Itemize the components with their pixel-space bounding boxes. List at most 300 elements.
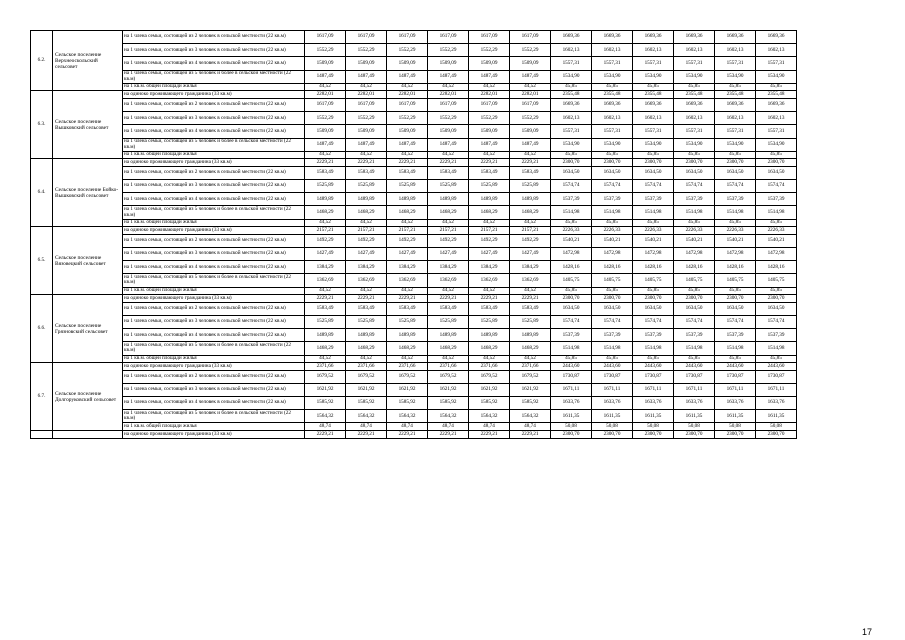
value-cell: 44,52 bbox=[346, 219, 387, 227]
value-cell: 2226,33 bbox=[715, 227, 756, 235]
value-cell: 45,85 bbox=[551, 151, 592, 159]
value-cell: 1525,89 bbox=[428, 315, 469, 328]
table-row bbox=[31, 166, 797, 179]
value-cell: 44,52 bbox=[428, 287, 469, 295]
value-cell: 2355,48 bbox=[592, 91, 633, 99]
value-cell: 1487,49 bbox=[387, 70, 428, 83]
value-cell: 1621,92 bbox=[510, 383, 551, 396]
value-cell: 2229,21 bbox=[387, 159, 428, 167]
value-cell: 1534,90 bbox=[715, 138, 756, 151]
settlement-name: Сельское поселение Бойко-Вышковский сельсовет bbox=[53, 159, 123, 227]
value-cell: 50,08 bbox=[551, 423, 592, 431]
value-cell: 1633,76 bbox=[715, 397, 756, 410]
value-cell: 48,74 bbox=[428, 423, 469, 431]
table-row bbox=[31, 342, 797, 355]
value-cell: 1537,39 bbox=[715, 193, 756, 206]
value-cell: 2157,21 bbox=[428, 227, 469, 235]
value-cell: 1583,49 bbox=[387, 302, 428, 315]
value-cell: 1362,69 bbox=[305, 274, 346, 287]
value-cell: 1617,09 bbox=[469, 31, 510, 44]
value-cell: 1509,09 bbox=[346, 125, 387, 138]
table-row bbox=[31, 302, 797, 315]
value-cell: 2229,21 bbox=[510, 159, 551, 167]
category-label: на 1 члена семьи, состоящей из 2 человек в сельской местности (22 кв.м) bbox=[123, 31, 305, 44]
value-cell: 1540,21 bbox=[756, 234, 797, 247]
value-cell: 1730,87 bbox=[756, 370, 797, 383]
value-cell: 2300,70 bbox=[674, 431, 715, 439]
value-cell: 1634,50 bbox=[551, 166, 592, 179]
value-cell: 1489,89 bbox=[305, 329, 346, 342]
value-cell: 2226,33 bbox=[756, 227, 797, 235]
section-index: 6.5. bbox=[31, 227, 53, 295]
value-cell: 45,85 bbox=[592, 151, 633, 159]
value-cell: 1617,09 bbox=[346, 98, 387, 111]
value-cell: 1671,11 bbox=[674, 383, 715, 396]
value-cell: 1669,36 bbox=[551, 31, 592, 44]
value-cell: 1669,36 bbox=[674, 98, 715, 111]
value-cell: 2229,21 bbox=[428, 431, 469, 439]
category-label: на 1 кв.м. общей площади жилья bbox=[123, 151, 305, 159]
value-cell: 1583,49 bbox=[387, 166, 428, 179]
value-cell: 44,52 bbox=[346, 151, 387, 159]
value-cell: 1537,39 bbox=[674, 329, 715, 342]
value-cell: 1602,13 bbox=[592, 112, 633, 125]
value-cell: 1525,89 bbox=[428, 180, 469, 193]
value-cell: 1468,29 bbox=[305, 206, 346, 219]
table-row bbox=[31, 287, 797, 295]
value-cell: 1514,98 bbox=[715, 206, 756, 219]
value-cell: 1552,29 bbox=[510, 112, 551, 125]
section-index: 6.2. bbox=[31, 31, 53, 91]
value-cell: 1537,39 bbox=[592, 193, 633, 206]
value-cell: 1514,98 bbox=[633, 206, 674, 219]
value-cell: 1428,16 bbox=[674, 261, 715, 274]
value-cell: 2355,48 bbox=[756, 91, 797, 99]
value-cell: 1669,36 bbox=[674, 31, 715, 44]
value-cell: 1362,69 bbox=[510, 274, 551, 287]
value-cell: 1611,35 bbox=[756, 410, 797, 423]
category-label: на 1 члена семьи, состоящей из 5 человек и более в сельской местности (22 кв.м) bbox=[123, 70, 305, 83]
value-cell: 2226,33 bbox=[551, 227, 592, 235]
value-cell: 1492,29 bbox=[387, 234, 428, 247]
value-cell: 1574,74 bbox=[633, 180, 674, 193]
value-cell: 1537,39 bbox=[674, 193, 715, 206]
value-cell: 44,52 bbox=[305, 83, 346, 91]
category-label: на 1 кв.м. общей площади жилья bbox=[123, 355, 305, 363]
value-cell: 45,85 bbox=[756, 287, 797, 295]
category-label: на 1 члена семьи, состоящей из 3 человек в сельской местности (22 кв.м) bbox=[123, 44, 305, 57]
value-cell: 1585,92 bbox=[469, 397, 510, 410]
value-cell: 45,85 bbox=[551, 287, 592, 295]
value-cell: 1509,09 bbox=[510, 125, 551, 138]
value-cell: 2226,33 bbox=[592, 227, 633, 235]
value-cell: 1574,74 bbox=[633, 315, 674, 328]
value-cell: 44,52 bbox=[469, 355, 510, 363]
category-label: на 1 члена семьи, состоящей из 5 человек и более в сельской местности (22 кв.м) bbox=[123, 206, 305, 219]
value-cell: 48,74 bbox=[305, 423, 346, 431]
value-cell: 1634,50 bbox=[715, 166, 756, 179]
value-cell: 1540,21 bbox=[551, 234, 592, 247]
value-cell: 1362,69 bbox=[387, 274, 428, 287]
value-cell: 1534,90 bbox=[674, 138, 715, 151]
value-cell: 45,85 bbox=[715, 83, 756, 91]
value-cell: 1574,74 bbox=[715, 315, 756, 328]
table-row bbox=[31, 70, 797, 83]
value-cell: 45,85 bbox=[633, 219, 674, 227]
value-cell: 1583,49 bbox=[510, 302, 551, 315]
value-cell: 1621,92 bbox=[428, 383, 469, 396]
value-cell: 1602,13 bbox=[633, 112, 674, 125]
section-index bbox=[31, 431, 53, 439]
value-cell: 48,74 bbox=[346, 423, 387, 431]
category-label: на одиноко проживающего гражданина (33 кв.м) bbox=[123, 295, 305, 303]
value-cell: 2300,70 bbox=[756, 295, 797, 303]
value-cell: 1679,52 bbox=[510, 370, 551, 383]
category-label: на одиноко проживающего гражданина (33 кв.м) bbox=[123, 431, 305, 439]
value-cell: 2229,21 bbox=[387, 295, 428, 303]
settlement-name: Сельское поселение Грязновский сельсовет bbox=[53, 295, 123, 363]
value-cell: 45,85 bbox=[633, 355, 674, 363]
value-cell: 1669,36 bbox=[592, 98, 633, 111]
value-cell: 1669,36 bbox=[715, 98, 756, 111]
value-cell: 1634,50 bbox=[674, 166, 715, 179]
value-cell: 1574,74 bbox=[674, 180, 715, 193]
table-row bbox=[31, 219, 797, 227]
value-cell: 2157,21 bbox=[469, 227, 510, 235]
value-cell: 1514,98 bbox=[715, 342, 756, 355]
table-row bbox=[31, 112, 797, 125]
value-cell: 1634,50 bbox=[674, 302, 715, 315]
value-cell: 45,85 bbox=[674, 355, 715, 363]
value-cell: 1427,49 bbox=[428, 248, 469, 261]
value-cell: 1468,29 bbox=[428, 206, 469, 219]
value-cell: 2300,70 bbox=[674, 295, 715, 303]
table-row bbox=[31, 355, 797, 363]
value-cell: 1671,11 bbox=[633, 383, 674, 396]
value-cell: 1602,13 bbox=[756, 112, 797, 125]
value-cell: 1585,92 bbox=[428, 397, 469, 410]
value-cell: 1602,13 bbox=[674, 44, 715, 57]
table-row bbox=[31, 91, 797, 99]
value-cell: 44,52 bbox=[428, 83, 469, 91]
category-label: на 1 члена семьи, состоящей из 4 человек в сельской местности (22 кв.м) bbox=[123, 57, 305, 70]
value-cell: 1492,29 bbox=[469, 234, 510, 247]
value-cell: 1557,31 bbox=[756, 57, 797, 70]
value-cell: 1557,31 bbox=[633, 57, 674, 70]
value-cell: 2371,66 bbox=[305, 363, 346, 371]
value-cell: 1489,89 bbox=[469, 329, 510, 342]
table-row bbox=[31, 261, 797, 274]
value-cell: 1552,29 bbox=[387, 44, 428, 57]
value-cell: 44,52 bbox=[305, 151, 346, 159]
value-cell: 1574,74 bbox=[592, 315, 633, 328]
value-cell: 1525,89 bbox=[510, 180, 551, 193]
value-cell: 1362,69 bbox=[428, 274, 469, 287]
value-cell: 1564,32 bbox=[510, 410, 551, 423]
value-cell: 1489,89 bbox=[346, 329, 387, 342]
value-cell: 1621,92 bbox=[469, 383, 510, 396]
value-cell: 1633,76 bbox=[674, 397, 715, 410]
value-cell: 1525,89 bbox=[305, 180, 346, 193]
value-cell: 1537,39 bbox=[551, 329, 592, 342]
value-cell: 1617,09 bbox=[469, 98, 510, 111]
value-cell: 2300,70 bbox=[551, 295, 592, 303]
value-cell: 1671,11 bbox=[551, 383, 592, 396]
category-label: на 1 кв.м. общей площади жилья bbox=[123, 287, 305, 295]
value-cell: 1534,90 bbox=[715, 70, 756, 83]
value-cell: 2229,21 bbox=[428, 295, 469, 303]
value-cell: 1509,09 bbox=[305, 125, 346, 138]
value-cell: 2157,21 bbox=[387, 227, 428, 235]
value-cell: 45,85 bbox=[715, 219, 756, 227]
value-cell: 1671,11 bbox=[592, 383, 633, 396]
value-cell: 45,85 bbox=[756, 83, 797, 91]
value-cell: 1509,09 bbox=[346, 57, 387, 70]
value-cell: 1617,09 bbox=[387, 31, 428, 44]
value-cell: 1574,74 bbox=[715, 180, 756, 193]
value-cell: 2300,70 bbox=[592, 159, 633, 167]
value-cell: 45,85 bbox=[674, 219, 715, 227]
value-cell: 1534,90 bbox=[756, 138, 797, 151]
table-body bbox=[31, 31, 797, 439]
value-cell: 1537,39 bbox=[756, 193, 797, 206]
value-cell: 1552,29 bbox=[428, 112, 469, 125]
value-cell: 1384,29 bbox=[346, 261, 387, 274]
value-cell: 1468,29 bbox=[346, 342, 387, 355]
value-cell: 44,52 bbox=[510, 355, 551, 363]
value-cell: 1679,52 bbox=[346, 370, 387, 383]
value-cell: 2229,21 bbox=[387, 431, 428, 439]
table-row bbox=[31, 31, 797, 44]
value-cell: 2229,21 bbox=[469, 431, 510, 439]
value-cell: 1525,89 bbox=[387, 315, 428, 328]
value-cell: 45,85 bbox=[633, 151, 674, 159]
value-cell: 1633,76 bbox=[633, 397, 674, 410]
value-cell: 1514,98 bbox=[756, 206, 797, 219]
value-cell: 1537,39 bbox=[551, 193, 592, 206]
value-cell: 1611,35 bbox=[551, 410, 592, 423]
value-cell: 1540,21 bbox=[633, 234, 674, 247]
value-cell: 1633,76 bbox=[592, 397, 633, 410]
value-cell: 48,74 bbox=[469, 423, 510, 431]
value-cell: 1509,09 bbox=[469, 57, 510, 70]
value-cell: 1730,87 bbox=[592, 370, 633, 383]
value-cell: 44,52 bbox=[469, 83, 510, 91]
value-cell: 44,52 bbox=[387, 219, 428, 227]
value-cell: 44,52 bbox=[428, 151, 469, 159]
value-cell: 1472,98 bbox=[551, 248, 592, 261]
category-label: на 1 члена семьи, состоящей из 4 человек в сельской местности (22 кв.м) bbox=[123, 193, 305, 206]
value-cell: 1602,13 bbox=[551, 44, 592, 57]
value-cell: 2443,60 bbox=[551, 363, 592, 371]
value-cell: 2443,60 bbox=[715, 363, 756, 371]
value-cell: 1534,90 bbox=[592, 70, 633, 83]
value-cell: 1730,87 bbox=[715, 370, 756, 383]
value-cell: 1669,36 bbox=[551, 98, 592, 111]
value-cell: 1487,49 bbox=[305, 70, 346, 83]
value-cell: 1611,35 bbox=[592, 410, 633, 423]
value-cell: 2443,60 bbox=[756, 363, 797, 371]
category-label: на одиноко проживающего гражданина (33 кв.м) bbox=[123, 91, 305, 99]
value-cell: 1552,29 bbox=[305, 44, 346, 57]
value-cell: 1405,75 bbox=[551, 274, 592, 287]
table-row bbox=[31, 329, 797, 342]
value-cell: 1405,75 bbox=[756, 274, 797, 287]
value-cell: 45,85 bbox=[551, 83, 592, 91]
value-cell: 1552,29 bbox=[469, 44, 510, 57]
value-cell: 1427,49 bbox=[469, 248, 510, 261]
value-cell: 2300,70 bbox=[715, 295, 756, 303]
value-cell: 2229,21 bbox=[305, 159, 346, 167]
value-cell: 2300,70 bbox=[756, 159, 797, 167]
value-cell: 1472,98 bbox=[592, 248, 633, 261]
value-cell: 1492,29 bbox=[305, 234, 346, 247]
table-row bbox=[31, 138, 797, 151]
value-cell: 1428,16 bbox=[592, 261, 633, 274]
value-cell: 1487,49 bbox=[469, 70, 510, 83]
value-cell: 2300,70 bbox=[551, 159, 592, 167]
value-cell: 2229,21 bbox=[305, 431, 346, 439]
value-cell: 2226,33 bbox=[633, 227, 674, 235]
value-cell: 1525,89 bbox=[469, 180, 510, 193]
category-label: на 1 члена семьи, состоящей из 5 человек и более в сельской местности (22 кв.м) bbox=[123, 138, 305, 151]
category-label: на 1 члена семьи, состоящей из 2 человек в сельской местности (22 кв.м) bbox=[123, 98, 305, 111]
value-cell: 2443,60 bbox=[633, 363, 674, 371]
value-cell: 1514,98 bbox=[674, 342, 715, 355]
value-cell: 44,52 bbox=[510, 151, 551, 159]
value-cell: 1633,76 bbox=[551, 397, 592, 410]
value-cell: 1468,29 bbox=[428, 342, 469, 355]
value-cell: 44,52 bbox=[387, 287, 428, 295]
value-cell: 1514,98 bbox=[756, 342, 797, 355]
value-cell: 1487,49 bbox=[346, 138, 387, 151]
value-cell: 44,52 bbox=[428, 219, 469, 227]
value-cell: 1602,13 bbox=[756, 44, 797, 57]
value-cell: 1552,29 bbox=[305, 112, 346, 125]
value-cell: 1405,75 bbox=[592, 274, 633, 287]
value-cell: 45,85 bbox=[756, 219, 797, 227]
value-cell: 1492,29 bbox=[510, 234, 551, 247]
value-cell: 1602,13 bbox=[715, 44, 756, 57]
value-cell: 1428,16 bbox=[756, 261, 797, 274]
table-row bbox=[31, 248, 797, 261]
value-cell: 1472,98 bbox=[756, 248, 797, 261]
value-cell: 1633,76 bbox=[756, 397, 797, 410]
value-cell: 1669,36 bbox=[715, 31, 756, 44]
value-cell: 48,74 bbox=[510, 423, 551, 431]
value-cell: 1492,29 bbox=[428, 234, 469, 247]
value-cell: 1540,21 bbox=[715, 234, 756, 247]
category-label: на 1 члена семьи, состоящей из 2 человек в сельской местности (22 кв.м) bbox=[123, 370, 305, 383]
value-cell: 1634,50 bbox=[551, 302, 592, 315]
value-cell: 2282,01 bbox=[305, 91, 346, 99]
section-index: 6.4. bbox=[31, 159, 53, 227]
value-cell: 45,85 bbox=[674, 151, 715, 159]
value-cell: 1525,89 bbox=[305, 315, 346, 328]
value-cell: 2300,70 bbox=[592, 431, 633, 439]
value-cell: 45,85 bbox=[756, 151, 797, 159]
value-cell: 1492,29 bbox=[346, 234, 387, 247]
value-cell: 44,52 bbox=[510, 83, 551, 91]
value-cell: 2300,70 bbox=[756, 431, 797, 439]
value-cell: 2282,01 bbox=[510, 91, 551, 99]
value-cell: 1634,50 bbox=[715, 302, 756, 315]
value-cell: 2229,21 bbox=[428, 159, 469, 167]
value-cell: 44,52 bbox=[387, 83, 428, 91]
value-cell: 1525,89 bbox=[387, 180, 428, 193]
value-cell: 1671,11 bbox=[756, 383, 797, 396]
value-cell: 1509,09 bbox=[305, 57, 346, 70]
value-cell: 1472,98 bbox=[674, 248, 715, 261]
value-cell: 1564,32 bbox=[428, 410, 469, 423]
value-cell: 2355,48 bbox=[551, 91, 592, 99]
value-cell: 1669,36 bbox=[756, 31, 797, 44]
value-cell: 45,85 bbox=[592, 287, 633, 295]
settlement-name bbox=[53, 431, 123, 439]
value-cell: 1427,49 bbox=[387, 248, 428, 261]
value-cell: 2300,70 bbox=[551, 431, 592, 439]
value-cell: 1514,98 bbox=[592, 342, 633, 355]
value-cell: 2443,60 bbox=[674, 363, 715, 371]
value-cell: 1540,21 bbox=[592, 234, 633, 247]
value-cell: 1602,13 bbox=[592, 44, 633, 57]
value-cell: 1514,98 bbox=[551, 342, 592, 355]
value-cell: 2157,21 bbox=[510, 227, 551, 235]
value-cell: 1540,21 bbox=[674, 234, 715, 247]
table-row bbox=[31, 44, 797, 57]
table-row bbox=[31, 315, 797, 328]
value-cell: 1574,74 bbox=[592, 180, 633, 193]
category-label: на 1 кв.м. общей площади жилья bbox=[123, 83, 305, 91]
value-cell: 1634,50 bbox=[592, 166, 633, 179]
value-cell: 1557,31 bbox=[633, 125, 674, 138]
value-cell: 2371,66 bbox=[428, 363, 469, 371]
table-row bbox=[31, 423, 797, 431]
value-cell: 1487,49 bbox=[510, 138, 551, 151]
value-cell: 2282,01 bbox=[387, 91, 428, 99]
value-cell: 1585,92 bbox=[305, 397, 346, 410]
value-cell: 1679,52 bbox=[305, 370, 346, 383]
value-cell: 1583,49 bbox=[346, 166, 387, 179]
value-cell: 2229,21 bbox=[346, 159, 387, 167]
table-row bbox=[31, 295, 797, 303]
value-cell: 1557,31 bbox=[715, 57, 756, 70]
value-cell: 1428,16 bbox=[551, 261, 592, 274]
section-index: 6.3. bbox=[31, 91, 53, 159]
value-cell: 45,85 bbox=[633, 287, 674, 295]
value-cell: 1384,29 bbox=[387, 261, 428, 274]
value-cell: 1384,29 bbox=[510, 261, 551, 274]
value-cell: 1384,29 bbox=[428, 261, 469, 274]
value-cell: 1525,89 bbox=[510, 315, 551, 328]
value-cell: 1525,89 bbox=[346, 180, 387, 193]
value-cell: 1552,29 bbox=[469, 112, 510, 125]
value-cell: 1611,35 bbox=[715, 410, 756, 423]
value-cell: 1384,29 bbox=[469, 261, 510, 274]
value-cell: 1552,29 bbox=[428, 44, 469, 57]
value-cell: 1617,09 bbox=[346, 31, 387, 44]
category-label: на 1 члена семьи, состоящей из 3 человек в сельской местности (22 кв.м) bbox=[123, 383, 305, 396]
value-cell: 2226,33 bbox=[674, 227, 715, 235]
value-cell: 2371,66 bbox=[469, 363, 510, 371]
value-cell: 45,85 bbox=[715, 287, 756, 295]
value-cell: 1537,39 bbox=[633, 329, 674, 342]
table-row bbox=[31, 206, 797, 219]
value-cell: 1489,89 bbox=[469, 193, 510, 206]
table-row bbox=[31, 193, 797, 206]
value-cell: 1537,39 bbox=[715, 329, 756, 342]
value-cell: 1487,49 bbox=[469, 138, 510, 151]
